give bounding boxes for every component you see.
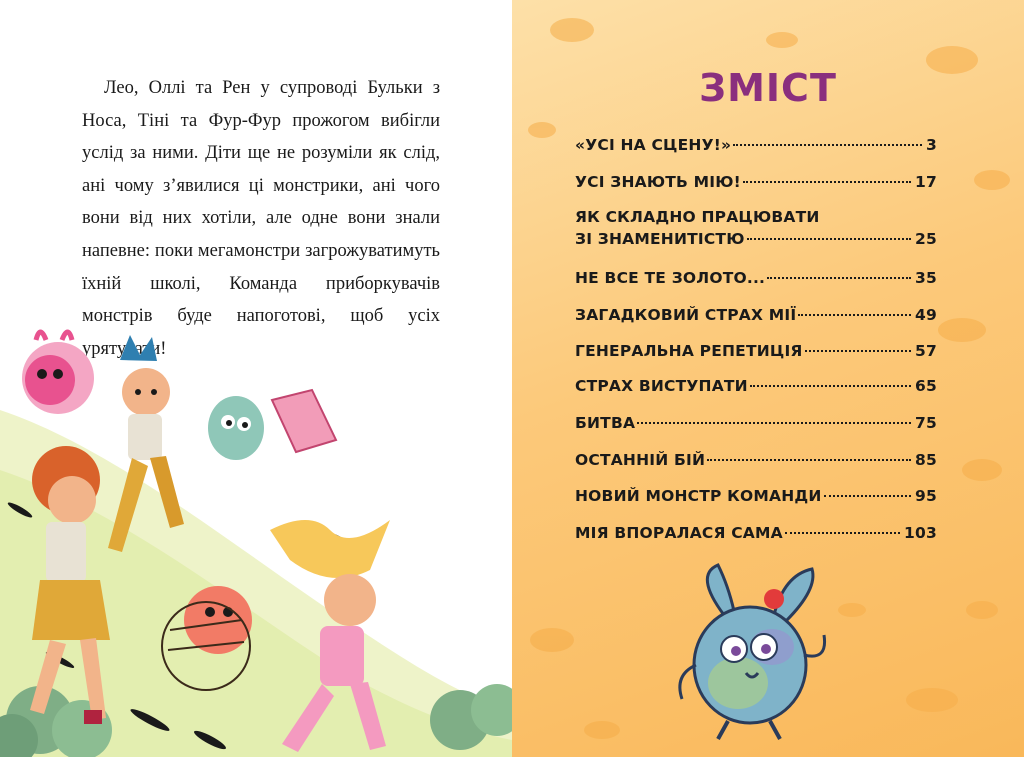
right-page-table-of-contents [512, 0, 1024, 757]
toc-entry[interactable]: СТРАХ ВИСТУПАТИ 65 [575, 377, 937, 395]
toc-entry[interactable]: БИТВА 75 [575, 414, 937, 432]
toc-entry[interactable]: НЕ ВСЕ ТЕ ЗОЛОТО... 35 [575, 269, 937, 287]
toc-page-number: 75 [915, 414, 937, 432]
teal-monster-icon [208, 396, 264, 460]
toc-entry[interactable]: УСІ ЗНАЮТЬ МІЮ! 17 [575, 173, 937, 191]
toc-title: ЗМІСТ [699, 66, 837, 110]
toc-entry[interactable]: ЗАГАДКОВИЙ СТРАХ МІЇ 49 [575, 306, 937, 324]
toc-page-number: 95 [915, 487, 937, 505]
story-paragraph: Лео, Оллі та Рен у супроводі Бульки з Носа, Тіні та Фур-Фур прожогом вибігли услід за ними. Діти ще не розуміли як слід, ані чому з’явилися ці монстрики, ані чого вони від них хотіли, але одне вони знали напевне: поки мегамонстри загрожуватимуть їхній школі, Команда приборкувачів монстрів буде напоготові, щоб усіх урятувати! [82, 78, 440, 359]
toc-entry[interactable]: НОВИЙ МОНСТР КОМАНДИ 95 [575, 487, 937, 505]
toc-entry[interactable]: МІЯ ВПОРАЛАСЯ САМА 103 [575, 524, 937, 542]
toc-page-number: 17 [915, 173, 937, 191]
toc-entry[interactable]: «УСІ НА СЦЕНУ!» 3 [575, 136, 937, 154]
toc-page-number: 65 [915, 377, 937, 395]
book-icon [272, 390, 336, 452]
pink-monster-icon [22, 332, 94, 414]
toc-page-number: 25 [915, 230, 937, 248]
toc-page-number: 3 [926, 136, 937, 154]
toc-entry[interactable]: ГЕНЕРАЛЬНА РЕПЕТИЦІЯ 57 [575, 342, 937, 360]
toc-page-number: 49 [915, 306, 937, 324]
toc-page-number: 35 [915, 269, 937, 287]
toc-entry[interactable]: ЯК СКЛАДНО ПРАЦЮВАТИ ЗІ ЗНАМЕНИТІСТЮ 25 [575, 208, 937, 248]
toc-page-number: 57 [915, 342, 937, 360]
characters-running-illustration [0, 300, 512, 757]
toc-page-number: 85 [915, 451, 937, 469]
blob-monster-icon [662, 555, 842, 745]
toc-entry[interactable]: ОСТАННІЙ БІЙ 85 [575, 451, 937, 469]
toc-page-number: 103 [904, 524, 937, 542]
